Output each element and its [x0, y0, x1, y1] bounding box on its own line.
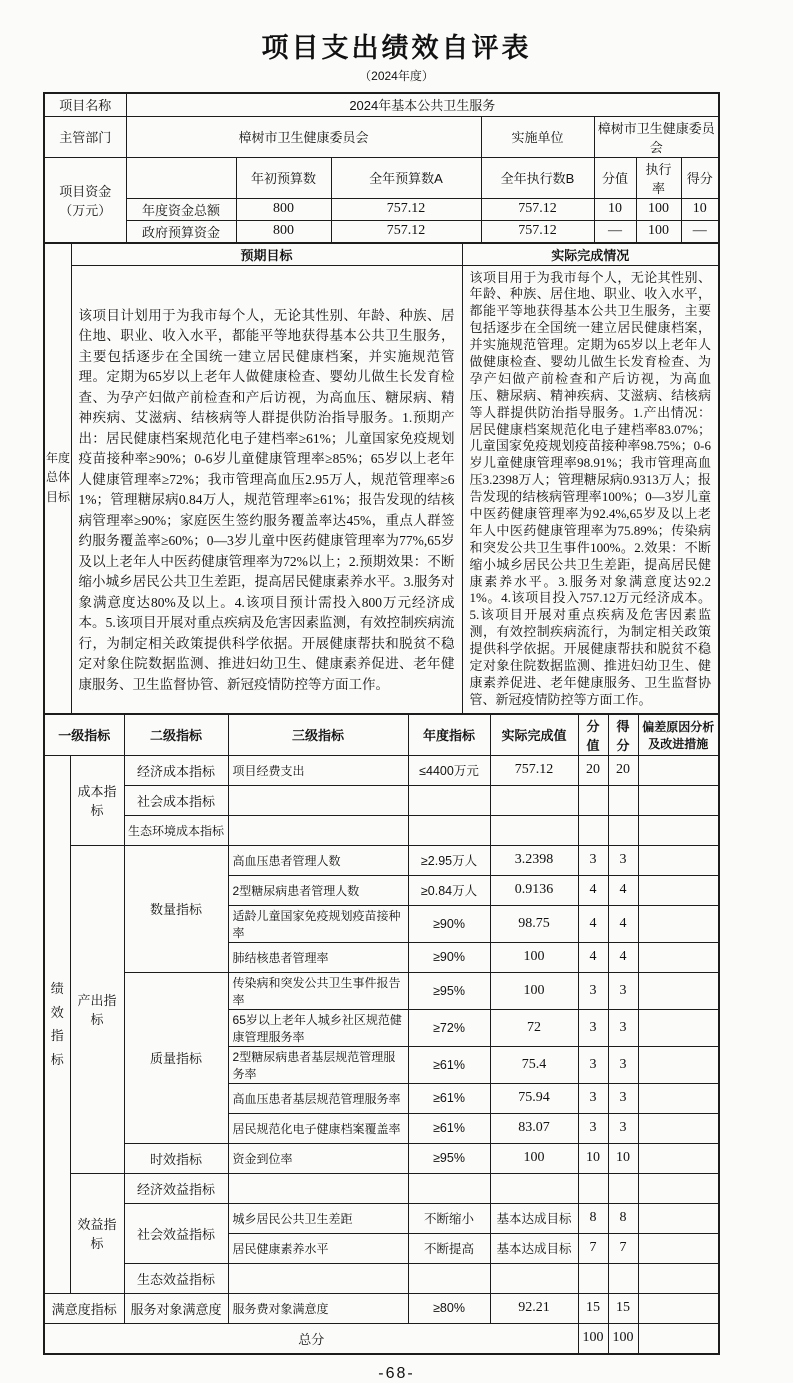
col-header-initial-budget: 年初预算数	[236, 157, 331, 198]
deviation-note	[638, 942, 719, 972]
l3-indicator: 高血压患者基层规范管理服务率	[228, 1083, 408, 1113]
deviation-note	[638, 1173, 719, 1203]
l2-label: 社会成本指标	[124, 785, 228, 815]
indicator-row	[44, 1143, 719, 1173]
expected-goal-header: 预期目标	[71, 243, 462, 266]
l3-indicator: 居民健康素养水平	[228, 1233, 408, 1263]
deviation-note	[638, 1203, 719, 1233]
goal-side-label: 年度总体目标	[44, 243, 71, 714]
annual-target: ≥95%	[408, 972, 490, 1009]
quality-subgroup-label: 质量指标	[124, 972, 228, 1143]
l3-indicator: 资金到位率	[228, 1143, 408, 1173]
annual-target	[408, 815, 490, 845]
indicator-row	[44, 815, 719, 845]
l3-indicator: 2型糖尿病患者基层规范管理服务率	[228, 1046, 408, 1083]
deviation-note	[638, 1046, 719, 1083]
annual-target: ≥61%	[408, 1046, 490, 1083]
annual-target: ≥72%	[408, 1009, 490, 1046]
deviation-note	[638, 972, 719, 1009]
actual-value: 72	[490, 1009, 578, 1046]
score: 3	[608, 1046, 638, 1083]
points	[578, 1263, 608, 1293]
annual-target: 不断缩小	[408, 1203, 490, 1233]
col-header-executed: 全年执行数B	[481, 157, 594, 198]
points: 3	[578, 1046, 608, 1083]
score-value: 10	[681, 198, 719, 220]
l2-label: 经济成本指标	[124, 755, 228, 785]
deviation-note	[638, 1233, 719, 1263]
deviation-note	[638, 1263, 719, 1293]
indicator-side-label: 绩效指标	[44, 755, 70, 1293]
annual-budget-value: 757.12	[331, 220, 481, 243]
actual-value: 100	[490, 942, 578, 972]
implementing-unit-label: 实施单位	[481, 116, 594, 157]
annual-target	[408, 1263, 490, 1293]
page-number: -68-	[378, 1364, 415, 1382]
col-header-points: 分值	[594, 157, 636, 198]
deviation-note	[638, 815, 719, 845]
timeliness-subgroup-label: 时效指标	[124, 1143, 228, 1173]
quantity-subgroup-label: 数量指标	[124, 845, 228, 972]
actual-value	[490, 815, 578, 845]
points: 3	[578, 845, 608, 875]
points: 4	[578, 942, 608, 972]
indicator-row	[44, 1173, 719, 1203]
actual-value: 基本达成目标	[490, 1233, 578, 1263]
page-title: 项目支出绩效自评表	[261, 33, 532, 63]
total-score: 100	[608, 1323, 638, 1354]
actual-value: 基本达成目标	[490, 1203, 578, 1233]
department-label: 主管部门	[44, 116, 126, 157]
col-header-level2: 二级指标	[124, 714, 228, 756]
cost-group-label: 成本指标	[70, 755, 124, 845]
deviation-note	[638, 1113, 719, 1143]
actual-value: 757.12	[490, 755, 578, 785]
score: 4	[608, 942, 638, 972]
score: 15	[608, 1293, 638, 1323]
economic-benefit-label: 经济效益指标	[124, 1173, 228, 1203]
score: 4	[608, 875, 638, 905]
actual-value	[490, 785, 578, 815]
project-info-table	[43, 92, 720, 244]
points: 15	[578, 1293, 608, 1323]
col-header-level1: 一级指标	[44, 714, 124, 756]
l3-indicator: 高血压患者管理人数	[228, 845, 408, 875]
initial-budget-value: 800	[236, 198, 331, 220]
score: 7	[608, 1233, 638, 1263]
deviation-note	[638, 755, 719, 785]
funding-row-total	[44, 198, 719, 220]
points: 4	[578, 875, 608, 905]
points: 3	[578, 972, 608, 1009]
points-value: 10	[594, 198, 636, 220]
actual-value: 75.4	[490, 1046, 578, 1083]
score: 20	[608, 755, 638, 785]
score: 3	[608, 1083, 638, 1113]
deviation-note	[638, 1083, 719, 1113]
points: 8	[578, 1203, 608, 1233]
score: 3	[608, 972, 638, 1009]
actual-value: 75.94	[490, 1083, 578, 1113]
annual-target: ≥90%	[408, 942, 490, 972]
executed-value: 757.12	[481, 198, 594, 220]
indicator-row	[44, 755, 719, 785]
actual-result-text: 该项目用于为我市每个人，无论其性别、年龄、种族、居住地、职业、收入水平，都能平等地获得基本公共卫生服务，主要包括逐步在全国统一建立居民健康档案，并实施规范管理。定期为65岁以上老年人做健康检查、婴幼儿做生长发育检查、为孕产妇做产前检查和产后访视，为高血压、糖尿病、精神疾病、艾滋病、结核病等人群提供防治指导服务。1.产出情况：居民健康档案规范化电子建档率83.07%；儿童国家免疫规划疫苗接种率98.75%；0-6岁儿童健康管理率98.91%；我市管理高血压3.2398万人；管理糖尿病0.9313万人；报告发现的结核病管理率100%；0—3岁儿童中医药健康管理率为92.4%,65岁及以上老年人中医药健康管理率为75.89%；传染病和突发公共卫生事件100%。2.效果：不断缩小城乡居民公共卫生差距，提高居民健康素养水平。3.服务对象满意度达92.21%。4.该项目投入757.12万元经济成本。5.该项目开展对重点疾病及危害因素监测，有效控制疾病流行，为制定相关政策提供科学依据。开展健康帮扶和脱贫不稳定对象住院数据监测、推进妇幼卫生、健康素养促进、老年健康服务、卫生监督协管、新冠疫情防控等方面工作。	[462, 265, 719, 714]
points	[578, 785, 608, 815]
col-header-exec-rate: 执行率	[636, 157, 681, 198]
l3-indicator: 65岁以上老年人城乡社区规范健康管理服务率	[228, 1009, 408, 1046]
annual-budget-value: 757.12	[331, 198, 481, 220]
annual-target: ≥61%	[408, 1083, 490, 1113]
goal-content-row	[44, 265, 719, 714]
actual-value	[490, 1173, 578, 1203]
l3-indicator	[228, 1173, 408, 1203]
l3-indicator: 传染病和突发公共卫生事件报告率	[228, 972, 408, 1009]
total-points: 100	[578, 1323, 608, 1354]
implementing-unit-value: 樟树市卫生健康委员会	[594, 116, 719, 157]
annual-target: ≥90%	[408, 905, 490, 942]
actual-result-header: 实际完成情况	[462, 243, 719, 266]
actual-value	[490, 1263, 578, 1293]
l3-indicator	[228, 1263, 408, 1293]
performance-indicator-table	[43, 713, 720, 1355]
annual-goal-table	[43, 242, 720, 715]
score: 10	[608, 1143, 638, 1173]
indicator-row	[44, 972, 719, 1009]
points: 10	[578, 1143, 608, 1173]
project-name-label: 项目名称	[44, 93, 126, 116]
actual-value: 83.07	[490, 1113, 578, 1143]
annual-target: ≥80%	[408, 1293, 490, 1323]
actual-value: 98.75	[490, 905, 578, 942]
funding-row-label: 年度资金总额	[126, 198, 236, 220]
l3-indicator: 2型糖尿病患者管理人数	[228, 875, 408, 905]
expected-goal-text: 该项目计划用于为我市每个人，无论其性别、年龄、种族、居住地、职业、收入水平，都能平等地获得基本公共卫生服务，主要包括逐步在全国统一建立居民健康档案，并实施规范管理。定期为65岁以上老年人做健康检查、婴幼儿做生长发育检查、为孕产妇做产前检查和产后访视，为高血压、糖尿病、精神疾病、艾滋病、结核病等人群提供防治指导服务。1.预期产出：居民健康档案规范化电子建档率≥61%；儿童国家免疫规划疫苗接种率≥90%；0-6岁儿童健康管理率≥85%；65岁以上老年人健康管理率≥72%；我市管理高血压2.95万人，规范管理率≥61%；管理糖尿病0.84万人，规范管理率≥61%；报告发现的结核病管理率≥90%；家庭医生签约服务覆盖率达45%，重点人群签约服务覆盖率≥60%；0—3岁儿童中医药健康管理率为77%,65岁及以上老年人中医药健康管理率为72%以上；2.预期效果：不断缩小城乡居民公共卫生差距，提高居民健康素养水平。3.服务对象满意度达80%及以上。4.该项目预计需投入800万元经济成本。5.该项目开展对重点疾病及危害因素监测，有效控制疾病流行，为制定相关政策提供科学依据。开展健康帮扶和脱贫不稳定对象住院数据监测、推进妇幼卫生、健康素养促进、老年健康服务、卫生监督协管、新冠疫情防控等方面工作。	[71, 265, 462, 714]
score: 8	[608, 1203, 638, 1233]
eco-benefit-label: 生态效益指标	[124, 1263, 228, 1293]
form-body	[43, 92, 720, 1355]
actual-value: 3.2398	[490, 845, 578, 875]
funding-spacer-cell	[126, 157, 236, 198]
deviation-note	[638, 1293, 719, 1323]
l3-indicator	[228, 785, 408, 815]
l3-indicator: 居民规范化电子健康档案覆盖率	[228, 1113, 408, 1143]
deviation-note	[638, 845, 719, 875]
annual-target: ≥61%	[408, 1113, 490, 1143]
l3-indicator: 适龄儿童国家免疫规划疫苗接种率	[228, 905, 408, 942]
indicator-row	[44, 845, 719, 875]
output-group-label: 产出指标	[70, 845, 124, 1173]
score: 4	[608, 905, 638, 942]
points	[578, 815, 608, 845]
annual-target	[408, 785, 490, 815]
total-label: 总分	[44, 1323, 578, 1354]
goal-header-row	[44, 243, 719, 266]
points: 20	[578, 755, 608, 785]
l3-indicator: 服务费对象满意度	[228, 1293, 408, 1323]
actual-value: 92.21	[490, 1293, 578, 1323]
annual-target: ≥0.84万人	[408, 875, 490, 905]
points: 7	[578, 1233, 608, 1263]
indicator-row	[44, 1203, 719, 1233]
deviation-note	[638, 1323, 719, 1354]
actual-value: 0.9136	[490, 875, 578, 905]
annual-target: ≥2.95万人	[408, 845, 490, 875]
executed-value: 757.12	[481, 220, 594, 243]
points: 4	[578, 905, 608, 942]
project-name-row	[44, 93, 719, 116]
annual-target: ≤4400万元	[408, 755, 490, 785]
indicator-header-row	[44, 714, 719, 756]
l3-indicator: 城乡居民公共卫生差距	[228, 1203, 408, 1233]
annual-target: 不断提高	[408, 1233, 490, 1263]
department-row	[44, 116, 719, 157]
indicator-row	[44, 785, 719, 815]
funding-label: 项目资金（万元）	[44, 157, 126, 243]
col-header-points: 分值	[578, 714, 608, 756]
actual-value: 100	[490, 972, 578, 1009]
project-name-value: 2024年基本公共卫生服务	[126, 93, 719, 116]
score	[608, 815, 638, 845]
score	[608, 785, 638, 815]
benefit-group-label: 效益指标	[70, 1173, 124, 1293]
col-header-deviation: 偏差原因分析及改进措施	[638, 714, 719, 756]
points: 3	[578, 1113, 608, 1143]
points: 3	[578, 1009, 608, 1046]
score-value: —	[681, 220, 719, 243]
col-header-level3: 三级指标	[228, 714, 408, 756]
social-benefit-label: 社会效益指标	[124, 1203, 228, 1263]
col-header-score: 得分	[608, 714, 638, 756]
exec-rate-value: 100	[636, 220, 681, 243]
score: 3	[608, 1009, 638, 1046]
score: 3	[608, 1113, 638, 1143]
satisfaction-group-label: 满意度指标	[44, 1293, 124, 1323]
col-header-annual-budget: 全年预算数A	[331, 157, 481, 198]
l3-indicator: 项目经费支出	[228, 755, 408, 785]
deviation-note	[638, 905, 719, 942]
total-row	[44, 1323, 719, 1354]
score: 3	[608, 845, 638, 875]
l3-indicator	[228, 815, 408, 845]
page-subtitle: （2024年度）	[359, 69, 434, 83]
deviation-note	[638, 1009, 719, 1046]
actual-value: 100	[490, 1143, 578, 1173]
annual-target	[408, 1173, 490, 1203]
annual-target: ≥95%	[408, 1143, 490, 1173]
points-value: —	[594, 220, 636, 243]
funding-row-government	[44, 220, 719, 243]
department-value: 樟树市卫生健康委员会	[126, 116, 481, 157]
deviation-note	[638, 1143, 719, 1173]
score	[608, 1263, 638, 1293]
points	[578, 1173, 608, 1203]
initial-budget-value: 800	[236, 220, 331, 243]
funding-row-label: 政府预算资金	[126, 220, 236, 243]
col-header-actual-value: 实际完成值	[490, 714, 578, 756]
indicator-row	[44, 1293, 719, 1323]
l2-label: 服务对象满意度	[124, 1293, 228, 1323]
l3-indicator: 肺结核患者管理率	[228, 942, 408, 972]
score	[608, 1173, 638, 1203]
points: 3	[578, 1083, 608, 1113]
l2-label: 生态环境成本指标	[124, 815, 228, 845]
indicator-row	[44, 1263, 719, 1293]
col-header-score: 得分	[681, 157, 719, 198]
deviation-note	[638, 785, 719, 815]
col-header-annual-target: 年度指标	[408, 714, 490, 756]
funding-header-row	[44, 157, 719, 198]
exec-rate-value: 100	[636, 198, 681, 220]
deviation-note	[638, 875, 719, 905]
